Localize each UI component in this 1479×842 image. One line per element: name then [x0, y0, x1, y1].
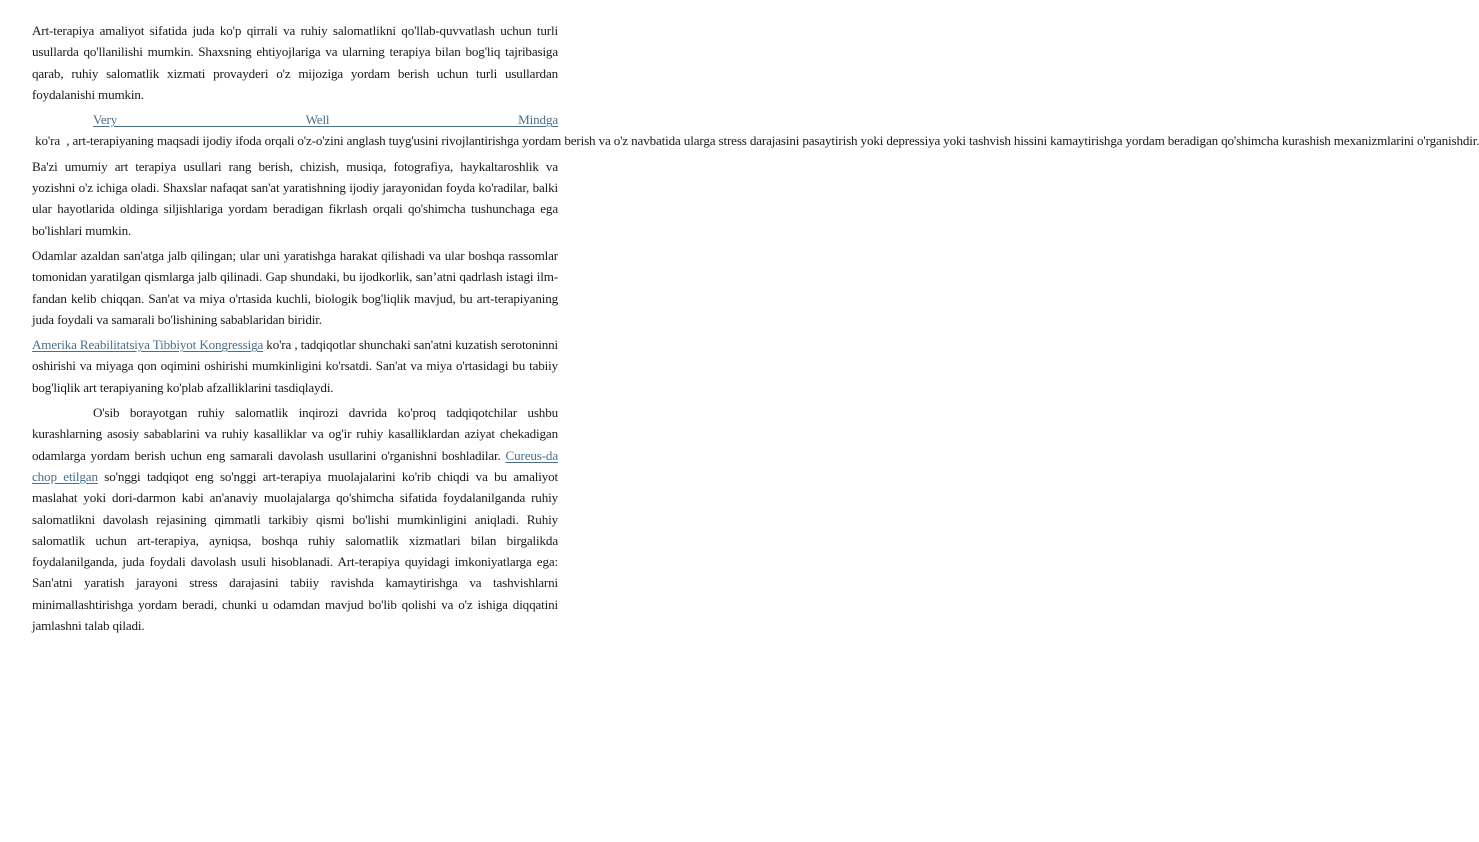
paragraph-intro: Art-terapiya amaliyot sifatida juda ko'p qirrali va ruhiy salomatlikni qo'llab-quvvatlash uchun turli usullarda qo'llanilishi mumkin. Shaxsning ehtiyojlariga va ularning terapiya bilan bog'liq tajribasiga qarab, ruhiy salomatlik xizmati provayderi o'z mijoziga yordam berish uchun turli usullardan foydalanishi mumkin.	[32, 23, 558, 102]
link-acrm[interactable]: Amerika Reabilitatsiya Tibbiyot Kongressiga	[32, 337, 264, 353]
paragraph-text: O'sib borayotgan ruhiy salomatlik inqirozi davrida ko'proq tadqiqotchilar ushbu kurashlarning asosiy sabablarini va ruhiy kasalliklar va og'ir ruhiy kasalliklardan aziyat chekadigan odamlarga yordam berish uchun eng samarali davolash usullarini o'rganishni boshladilar.	[32, 405, 558, 463]
paragraph-text: so'nggi tadqiqot eng so'nggi art-terapiya muolajalarini ko'rib chiqdi va bu amaliyot maslahat yoki dori-darmon kabi an'anaviy muolajalarga qo'shimcha sifatida foydalanilganda ruhiy salomatlikni davolash rejasining qimmatli tarkibiy qismi bo'lishi mumkinligini aniqladi. Ruhiy salomatlik uchun art-terapiya, ayniqsa, boshqa ruhiy salomatlik xizmatlari bilan birgalikda foydalanilganda, juda foydali davolash usuli hisoblanadi. Art-terapiya quyidagi imkoniyatlarga ega: San'atni yaratish jarayoni stress darajasini tabiiy ravishda kamaytirishga va tashvishlarni minimallashtirishga yordam beradi, chunki u odamdan mavjud bo'lib qolishi va o'z ishiga diqqatini jamlashni talab qiladi.	[32, 468, 559, 634]
document-page	[32, 20, 1479, 640]
link-very-well-mind[interactable]: Very Well Mindga	[93, 112, 558, 128]
paragraph-text: ko'ra , art-terapiyaning maqsadi ijodiy ifoda orqali o'z-o'zini anglash tuyg'usini rivojlantirishga yordam berish va o'z navbatida ularga stress darajasini pasaytirish yoki depressiya yoki tashvish hissini kamaytirishga yordam beradigan qo'shimcha kurashish mexanizmlarini o'rganishdir.	[32, 133, 1479, 149]
paragraph-text: ko'ra , tadqiqotlar shunchaki san'atni kuzatish serotoninni oshirishi va miyaga qon oqimini oshirishi mumkinligini ko'rsatdi. San'at va miya o'rtasidagi bu tabiiy bog'liqlik art terapiyaning ko'plab afzalliklarini tasdiqlaydi.	[32, 337, 558, 395]
link-cureus[interactable]: Cureus-da chop etilgan	[32, 447, 558, 484]
paragraph-cureus	[32, 402, 558, 636]
paragraph-acrm	[32, 334, 558, 398]
paragraph-very-well-mind	[32, 109, 1479, 152]
paragraph-techniques: Ba'zi umumiy art terapiya usullari rang berish, chizish, musiqa, fotografiya, haykaltaroshlik va yozishni o'z ichiga oladi. Shaxslar nafaqat san'at yaratishning ijodiy jarayonidan foyda ko'radilar, balki ular hayotlarida oldinga siljishlariga yordam beradigan fikrlash orqali qo'shimcha tushunchaga ega bo'lishlari mumkin.	[32, 158, 558, 238]
paragraph-art-and-brain: Odamlar azaldan san'atga jalb qilingan; ular uni yaratishga harakat qilishadi va ular boshqa rassomlar tomonidan yaratilgan qismlarga jalb qilinadi. Gap shundaki, bu ijodkorlik, san’atni qadrlash istagi ilm-fandan kelib chiqqan. San'at va miya o'rtasida kuchli, biologik bog'liqlik mavjud, bu art-terapiyaning juda foydali va samarali bo'lishining sabablaridan biridir.	[32, 247, 558, 327]
